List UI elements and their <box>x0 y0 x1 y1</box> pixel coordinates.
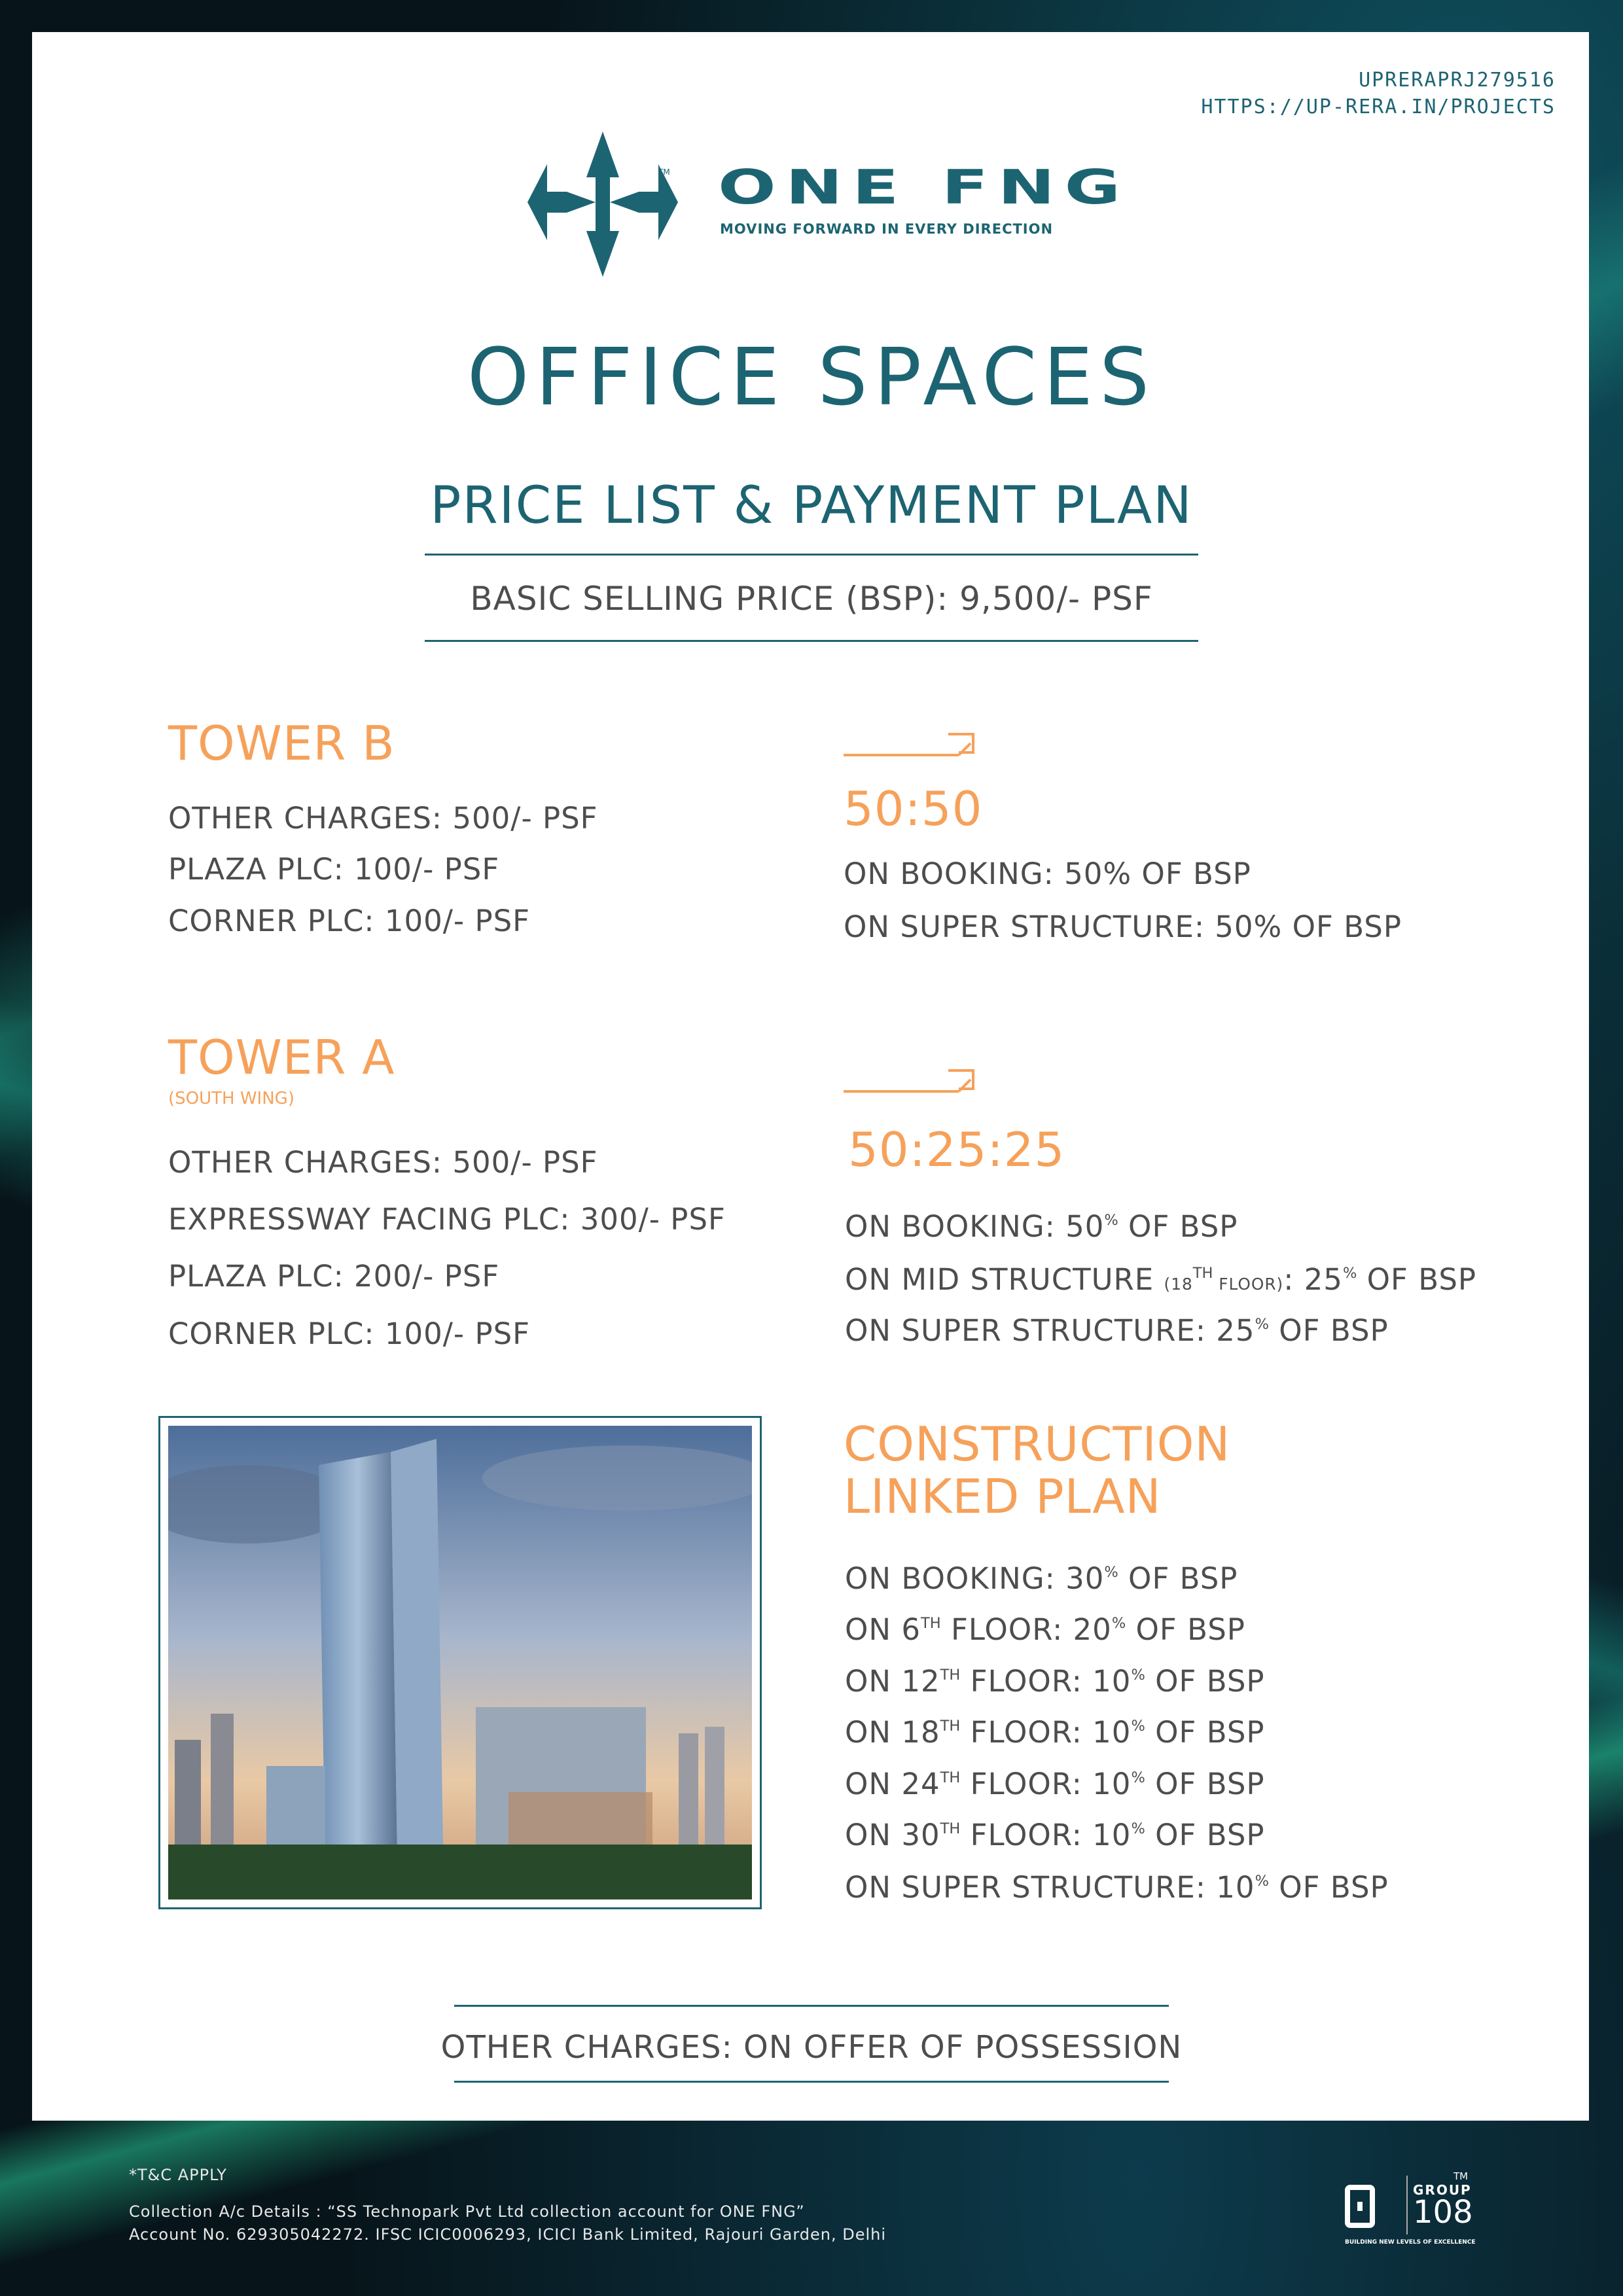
list-item <box>168 852 500 887</box>
row-text: : 25 <box>1283 1262 1343 1297</box>
row-text: (18 <box>1164 1275 1193 1294</box>
superscript: TH <box>940 1820 961 1837</box>
row-text: ON 18 <box>845 1715 940 1750</box>
row-text: CORNER PLC: 100/- PSF <box>168 1316 531 1351</box>
list-item <box>845 1715 1265 1750</box>
row-text: ON SUPER STRUCTURE: 10 <box>845 1870 1255 1905</box>
group-tagline: BUILDING NEW LEVELS OF EXCELLENCE <box>1345 2239 1476 2246</box>
row-text: ON 12 <box>845 1664 940 1699</box>
rera-url[interactable]: HTTPS://UP-RERA.IN/PROJECTS <box>1201 96 1556 118</box>
list-item <box>168 906 530 936</box>
list-item <box>845 1870 1389 1905</box>
row-text: ON BOOKING: 50% OF BSP <box>844 857 1251 891</box>
rera-id: UPRERAPRJ279516 <box>1359 69 1556 92</box>
row-text: OF BSP <box>1145 1664 1265 1699</box>
list-item <box>168 1202 726 1237</box>
clp-title-line2: LINKED PLAN <box>844 1469 1162 1524</box>
brand-tagline: MOVING FORWARD IN EVERY DIRECTION <box>720 221 1054 237</box>
logo-divider <box>1406 2176 1408 2234</box>
superscript: TH <box>940 1667 961 1684</box>
list-item <box>845 1262 1477 1297</box>
divider <box>454 2005 1169 2007</box>
superscript: % <box>1111 1615 1126 1632</box>
page-title: OFFICE SPACES <box>467 332 1156 423</box>
superscript: % <box>1255 1873 1269 1890</box>
row-text: OF BSP <box>1268 1870 1389 1905</box>
superscript: % <box>1255 1316 1269 1333</box>
row-text: PLAZA PLC: 100/- PSF <box>168 852 500 887</box>
superscript: % <box>1342 1265 1357 1282</box>
row-text: FLOOR: 10 <box>960 1767 1132 1801</box>
group-word: GROUP <box>1413 2182 1472 2198</box>
list-item <box>845 1313 1389 1348</box>
superscript: TH <box>940 1769 961 1786</box>
row-text: ON SUPER STRUCTURE: 50% OF BSP <box>844 910 1402 944</box>
list-item <box>168 1145 598 1180</box>
group-number: 108 <box>1413 2194 1473 2231</box>
clp-title-line1: CONSTRUCTION <box>844 1417 1231 1472</box>
divider <box>425 640 1198 642</box>
tower-b-title: TOWER B <box>168 716 395 771</box>
superscript: TH <box>1192 1265 1213 1282</box>
one-fng-arrows-icon <box>527 132 678 277</box>
row-text: OF BSP <box>1126 1612 1245 1647</box>
row-text: FLOOR: 10 <box>960 1818 1132 1852</box>
superscript: % <box>1131 1718 1145 1735</box>
bsp-text: BASIC SELLING PRICE (BSP): 9,500/- PSF <box>470 580 1153 618</box>
row-text: ON BOOKING: 50 <box>845 1209 1105 1244</box>
list-item <box>844 859 1251 889</box>
superscript: % <box>1104 1564 1118 1581</box>
list-item <box>845 1769 1265 1799</box>
row-text: OF BSP <box>1268 1313 1389 1348</box>
group-tm: TM <box>1454 2170 1469 2182</box>
account-details: Account No. 629305042272. IFSC ICIC0006293, ICICI Bank Limited, Rajouri Garden, Delhi <box>129 2225 887 2244</box>
divider <box>454 2081 1169 2083</box>
tower-a-note: (SOUTH WING) <box>168 1089 294 1108</box>
list-item <box>844 912 1402 942</box>
divider <box>425 554 1198 556</box>
row-text: ON 24 <box>845 1767 940 1801</box>
arrow-icon <box>844 1068 978 1094</box>
brand-tm: TM <box>658 168 670 177</box>
list-item <box>845 1664 1265 1699</box>
row-text: FLOOR: 10 <box>960 1715 1132 1750</box>
superscript: TH <box>921 1615 941 1632</box>
row-text: ON 30 <box>845 1818 940 1852</box>
plan-5050-title: 50:50 <box>844 781 983 836</box>
list-item <box>845 1612 1245 1647</box>
building-rendering-image <box>168 1426 752 1899</box>
list-item <box>168 801 598 836</box>
row-text: OTHER CHARGES: 500/- PSF <box>168 801 598 836</box>
list-item <box>845 1209 1238 1244</box>
row-text: OTHER CHARGES: 500/- PSF <box>168 1145 598 1180</box>
page-subtitle: PRICE LIST & PAYMENT PLAN <box>430 476 1193 535</box>
list-item <box>845 1561 1238 1596</box>
plan-502525-title: 50:25:25 <box>848 1122 1065 1177</box>
row-text: OF BSP <box>1357 1262 1477 1297</box>
building-image-frame <box>158 1416 762 1909</box>
row-text: FLOOR: 20 <box>940 1612 1112 1647</box>
row-text: OF BSP <box>1118 1209 1238 1244</box>
superscript: TH <box>940 1718 961 1735</box>
row-text: OF BSP <box>1145 1818 1265 1852</box>
row-text: CORNER PLC: 100/- PSF <box>168 904 531 938</box>
group-108-mark-icon <box>1345 2185 1375 2228</box>
row-text: ON BOOKING: 30 <box>845 1561 1105 1596</box>
row-text: FLOOR) <box>1213 1275 1284 1294</box>
row-text: EXPRESSWAY FACING PLC: 300/- PSF <box>168 1202 726 1237</box>
brand-name: ONE FNG <box>718 160 1130 215</box>
superscript: % <box>1131 1667 1145 1684</box>
row-text: PLAZA PLC: 200/- PSF <box>168 1259 500 1294</box>
list-item <box>168 1259 500 1294</box>
row-text: OF BSP <box>1118 1561 1238 1596</box>
superscript: % <box>1131 1769 1145 1786</box>
superscript: % <box>1131 1820 1145 1837</box>
row-text: FLOOR: 10 <box>960 1664 1132 1699</box>
arrow-icon <box>844 732 978 758</box>
group-108-logo <box>1345 2169 1515 2248</box>
possession-note: OTHER CHARGES: ON OFFER OF POSSESSION <box>440 2029 1183 2066</box>
list-item <box>168 1316 531 1351</box>
superscript: % <box>1104 1212 1118 1229</box>
list-item <box>845 1820 1265 1850</box>
row-text: OF BSP <box>1145 1767 1265 1801</box>
tc-note: *T&C APPLY <box>129 2166 227 2184</box>
tower-a-title: TOWER A <box>168 1030 395 1085</box>
row-text: ON 6 <box>845 1612 921 1647</box>
row-text: OF BSP <box>1145 1715 1265 1750</box>
row-text: ON SUPER STRUCTURE: 25 <box>845 1313 1255 1348</box>
collection-details: Collection A/c Details : “SS Technopark Pvt Ltd collection account for ONE FNG” <box>129 2202 805 2221</box>
row-text: ON MID STRUCTURE <box>845 1262 1164 1297</box>
